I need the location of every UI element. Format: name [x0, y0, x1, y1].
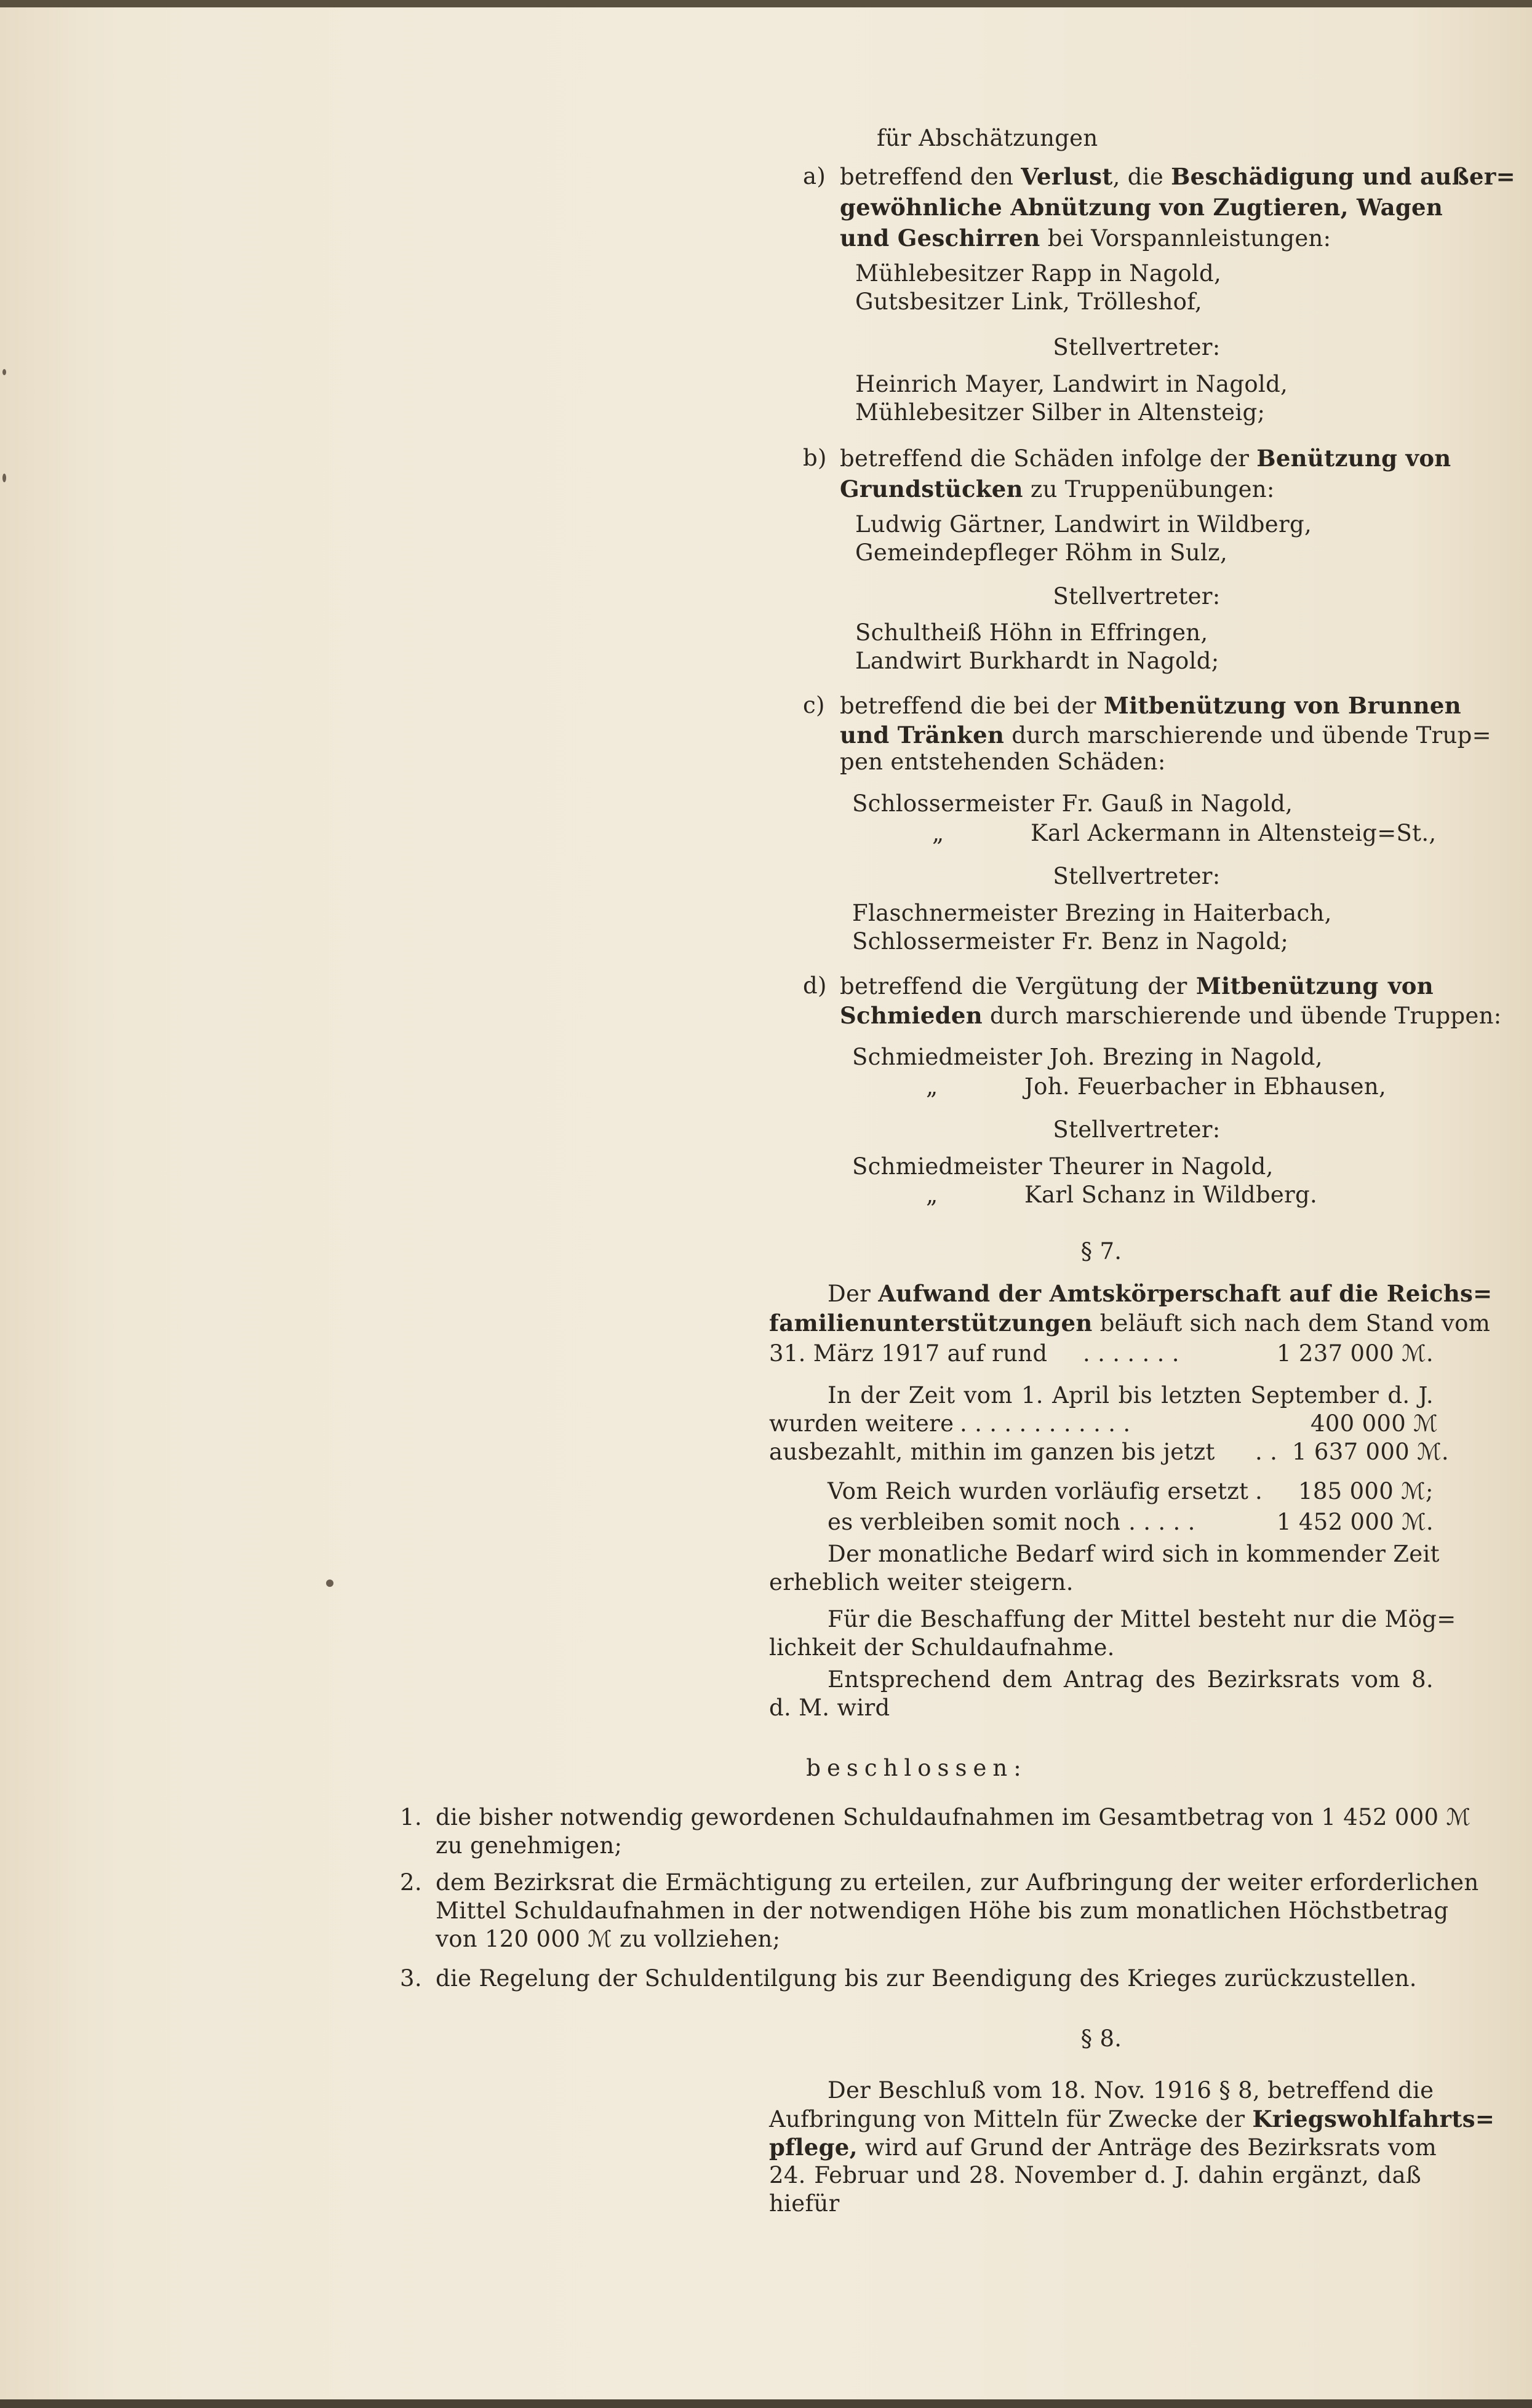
ditto-mark: „	[926, 1182, 938, 1208]
item-marker-c: c)	[803, 692, 825, 718]
ink-spot	[2, 474, 6, 482]
item-c-line-2: und Tränken durch marschierende und übende Trup=	[840, 721, 1491, 749]
resolution-text: Mittel Schuldaufnahmen in der notwendigen Höhe bis zum monatlichen Höchstbetrag	[436, 1897, 1449, 1924]
ink-spot	[326, 1580, 333, 1587]
s7-line-1: Der Aufwand der Amtskörperschaft auf die Reichs=	[828, 1280, 1493, 1307]
item-c-line-3: pen entstehenden Schäden:	[840, 749, 1166, 775]
s7-line-12: lichkeit der Schuldaufnahme.	[769, 1634, 1115, 1661]
item-a-line-3: und Geschirren bei Vorspannleistungen:	[840, 225, 1331, 252]
s7-line-9: Der monatliche Bedarf wird sich in kommender Zeit	[828, 1541, 1440, 1567]
s7-line-13: Entsprechend dem Antrag des Bezirksrats vom 8.	[828, 1666, 1434, 1693]
member-name: Ludwig Gärtner, Landwirt in Wildberg,	[855, 511, 1312, 538]
resolution-heading: beschlossen:	[806, 1755, 1027, 1781]
item-marker-d: d)	[803, 972, 827, 999]
resolution-number: 3.	[400, 1965, 422, 1992]
section-heading-7: § 7.	[1080, 1238, 1122, 1265]
deputy-name: Schmiedmeister Theurer in Nagold,	[852, 1153, 1274, 1180]
deputy-label: Stellvertreter:	[1053, 334, 1221, 360]
item-marker-b: b)	[803, 445, 827, 471]
section-heading-8: § 8.	[1080, 2025, 1122, 2052]
s7-line-8-label: es verbleiben somit noch	[828, 1509, 1121, 1535]
resolution-number: 1.	[400, 1804, 422, 1830]
member-name: Mühlebesitzer Rapp in Nagold,	[855, 260, 1222, 287]
deputy-label: Stellvertreter:	[1053, 863, 1221, 889]
leader-dots: . . . . . .	[1114, 1509, 1195, 1535]
s8-line-4: 24. Februar und 28. November d. J. dahin ergänzt, daß	[769, 2162, 1421, 2188]
amount-total: 1 237 000 ℳ.	[1277, 1340, 1434, 1367]
ditto-mark: „	[932, 820, 944, 846]
leader-dots: . . . . . . .	[1083, 1340, 1179, 1367]
resolution-text: zu genehmigen;	[436, 1832, 623, 1859]
deputy-name: Flaschnermeister Brezing in Haiterbach,	[852, 900, 1332, 926]
amount-reimbursed: 185 000 ℳ;	[1298, 1478, 1434, 1504]
item-b-line-1: betreffend die Schäden infolge der Benützung von	[840, 445, 1451, 472]
member-name: Gutsbesitzer Link, Trölleshof,	[855, 288, 1202, 315]
item-c-line-1: betreffend die bei der Mitbenützung von Brunnen	[840, 692, 1461, 719]
deputy-name: Heinrich Mayer, Landwirt in Nagold,	[855, 371, 1288, 397]
member-name: Karl Ackermann in Altensteig=St.,	[1031, 820, 1437, 846]
item-d-line-1: betreffend die Vergütung der Mitbenützung von	[840, 972, 1434, 999]
s8-line-2: Aufbringung von Mitteln für Zwecke der Kriegswohlfahrts=	[769, 2105, 1495, 2132]
s7-line-6-label: ausbezahlt, mithin im ganzen bis jetzt	[769, 1439, 1215, 1465]
s7-line-11: Für die Beschaffung der Mittel besteht nur die Mög=	[828, 1606, 1456, 1632]
member-name: Schmiedmeister Joh. Brezing in Nagold,	[852, 1044, 1323, 1070]
deputy-label: Stellvertreter:	[1053, 583, 1221, 610]
deputy-name: Karl Schanz in Wildberg.	[1024, 1182, 1318, 1208]
item-d-line-2: Schmieden durch marschierende und übende Truppen:	[840, 1002, 1502, 1029]
s8-line-3: pflege, wird auf Grund der Anträge des Bezirksrats vom	[769, 2134, 1437, 2161]
amount-additional: 400 000 ℳ	[1311, 1410, 1438, 1437]
item-marker-a: a)	[803, 163, 826, 189]
s8-line-5: hiefür	[769, 2190, 840, 2217]
deputy-name: Landwirt Burkhardt in Nagold;	[855, 648, 1219, 674]
s7-line-2: familienunterstützungen beläuft sich nach dem Stand vom	[769, 1309, 1491, 1337]
ditto-mark: „	[926, 1073, 938, 1100]
ink-spot	[2, 369, 6, 375]
amount-remaining: 1 452 000 ℳ.	[1277, 1509, 1434, 1535]
item-a-line-1: betreffend den Verlust, die Beschädigung und außer=	[840, 163, 1515, 190]
s8-line-1: Der Beschluß vom 18. Nov. 1916 § 8, betreffend die	[828, 2077, 1434, 2104]
resolution-text: von 120 000 ℳ zu vollziehen;	[436, 1926, 781, 1952]
resolution-text: die Regelung der Schuldentilgung bis zur Beendigung des Krieges zurückzustellen.	[436, 1965, 1417, 1992]
member-name: Joh. Feuerbacher in Ebhausen,	[1024, 1073, 1387, 1100]
s7-line-10: erheblich weiter steigern.	[769, 1569, 1074, 1595]
s7-line-5-label: wurden weitere	[769, 1410, 954, 1437]
scan-top-edge	[0, 0, 1532, 7]
leader-dots: . . . . . . . . . . . .	[960, 1410, 1131, 1437]
amount-paid: 1 637 000 ℳ.	[1292, 1439, 1449, 1465]
deputy-name: Mühlebesitzer Silber in Altensteig;	[855, 399, 1266, 426]
item-a-line-2: gewöhnliche Abnützung von Zugtieren, Wagen	[840, 194, 1443, 221]
s7-line-3-label: 31. März 1917 auf rund	[769, 1340, 1048, 1367]
member-name: Schlossermeister Fr. Gauß in Nagold,	[852, 790, 1293, 817]
s7-line-14: d. M. wird	[769, 1695, 890, 1721]
scan-bottom-edge	[0, 2399, 1532, 2408]
resolution-number: 2.	[400, 1869, 422, 1896]
s7-line-4: In der Zeit vom 1. April bis letzten September d. J.	[828, 1382, 1434, 1409]
member-name: Gemeindepfleger Röhm in Sulz,	[855, 539, 1228, 566]
leader-dots: .	[1255, 1478, 1263, 1504]
item-b-line-2: Grundstücken zu Truppenübungen:	[840, 475, 1275, 503]
section-intro: für Abschätzungen	[877, 125, 1098, 151]
leader-dots: . .	[1255, 1439, 1278, 1465]
deputy-name: Schultheiß Höhn in Effringen,	[855, 619, 1208, 646]
deputy-name: Schlossermeister Fr. Benz in Nagold;	[852, 928, 1289, 955]
resolution-text: die bisher notwendig gewordenen Schuldaufnahmen im Gesamtbetrag von 1 452 000 ℳ	[436, 1804, 1471, 1830]
deputy-label: Stellvertreter:	[1053, 1116, 1221, 1143]
resolution-text: dem Bezirksrat die Ermächtigung zu erteilen, zur Aufbringung der weiter erforderlichen	[436, 1869, 1479, 1896]
s7-line-7-label: Vom Reich wurden vorläufig ersetzt	[828, 1478, 1249, 1504]
